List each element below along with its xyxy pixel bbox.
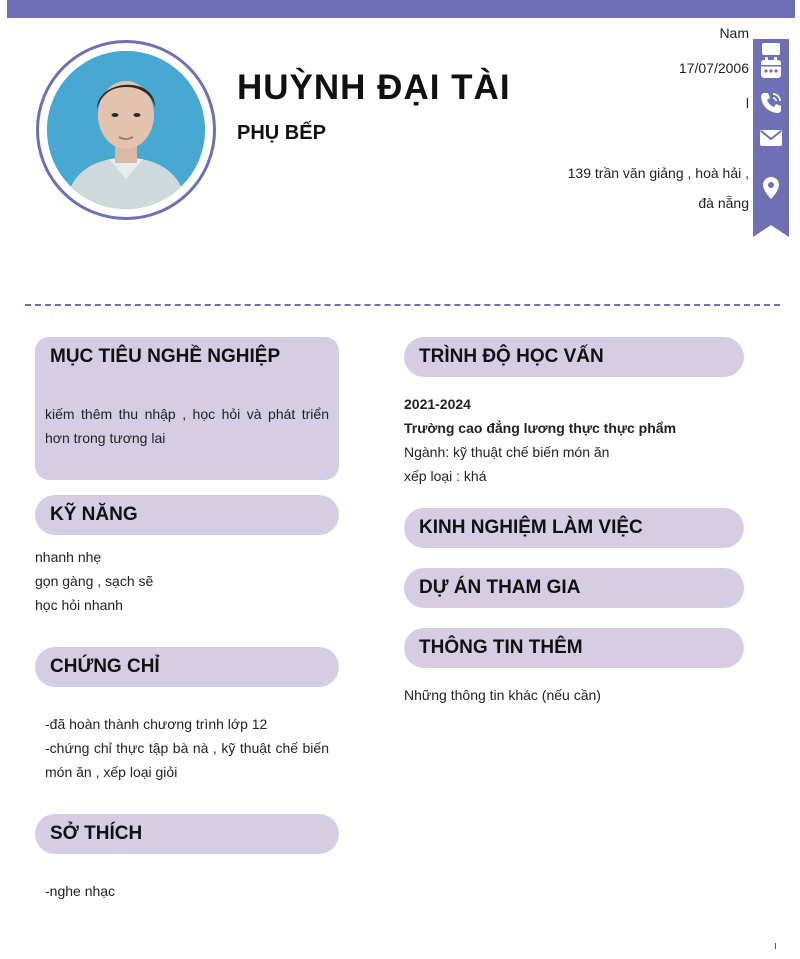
objective-section [35, 337, 339, 480]
gender-value: Nam [719, 25, 749, 41]
skills-title: KỸ NĂNG [50, 504, 138, 525]
certificates-title: CHỨNG CHỈ [50, 656, 160, 677]
skills-header [35, 495, 339, 535]
projects-header [404, 568, 744, 608]
email-icon [759, 126, 783, 150]
skill-item: học hỏi nhanh [35, 597, 123, 613]
user-icon [759, 33, 783, 57]
header-divider [25, 304, 780, 306]
education-title: TRÌNH ĐỘ HỌC VẤN [419, 346, 604, 367]
calendar-icon [759, 56, 783, 80]
avatar-photo [47, 51, 205, 209]
education-major: Ngành: kỹ thuật chế biến món ăn [404, 444, 610, 460]
hobbies-title: SỞ THÍCH [50, 823, 143, 844]
objective-body: kiếm thêm thu nhập , học hỏi và phát triển hơn trong tương lai [45, 406, 329, 446]
skill-item: gọn gàng , sạch sẽ [35, 573, 154, 589]
hobbies-header [35, 814, 339, 854]
certificate-item: -đã hoàn thành chương trình lớp 12 [45, 716, 268, 732]
education-school: Trường cao đẳng lương thực thực phẩm [404, 420, 677, 436]
objective-title: MỤC TIÊU NGHỀ NGHIỆP [50, 346, 281, 367]
phone-value: l [745, 95, 749, 111]
contact-ribbon [753, 39, 789, 237]
skill-item: nhanh nhẹ [35, 549, 102, 565]
more-info-title: THÔNG TIN THÊM [419, 637, 583, 658]
education-grade: xếp loại : khá [404, 468, 487, 484]
certificates-header [35, 647, 339, 687]
education-header [404, 337, 744, 377]
hobby-item: -nghe nhạc [45, 883, 116, 899]
location-icon [759, 176, 783, 200]
job-position: PHỤ BẾP [237, 122, 326, 144]
avatar [47, 51, 205, 209]
experience-header [404, 508, 744, 548]
address-line-2: đà nẵng [698, 195, 749, 211]
projects-title: DỰ ÁN THAM GIA [419, 577, 581, 598]
address-line-1: 139 trần văn giảng , hoà hải , [567, 165, 749, 181]
birthdate-value: 17/07/2006 [678, 60, 749, 76]
top-accent-bar [7, 0, 795, 18]
avatar-frame [36, 40, 216, 220]
experience-title: KINH NGHIỆM LÀM VIỆC [419, 517, 643, 538]
phone-icon [759, 91, 783, 115]
more-info-body: Những thông tin khác (nếu cần) [404, 687, 601, 703]
certificate-item: -chứng chỉ thực tập bà nà , kỹ thuật chế biến món ăn , xếp loại giỏi [45, 740, 329, 780]
page-mark [775, 943, 776, 949]
education-years: 2021-2024 [404, 396, 471, 412]
more-info-header [404, 628, 744, 668]
candidate-name: HUỲNH ĐẠI TÀI [237, 68, 511, 107]
